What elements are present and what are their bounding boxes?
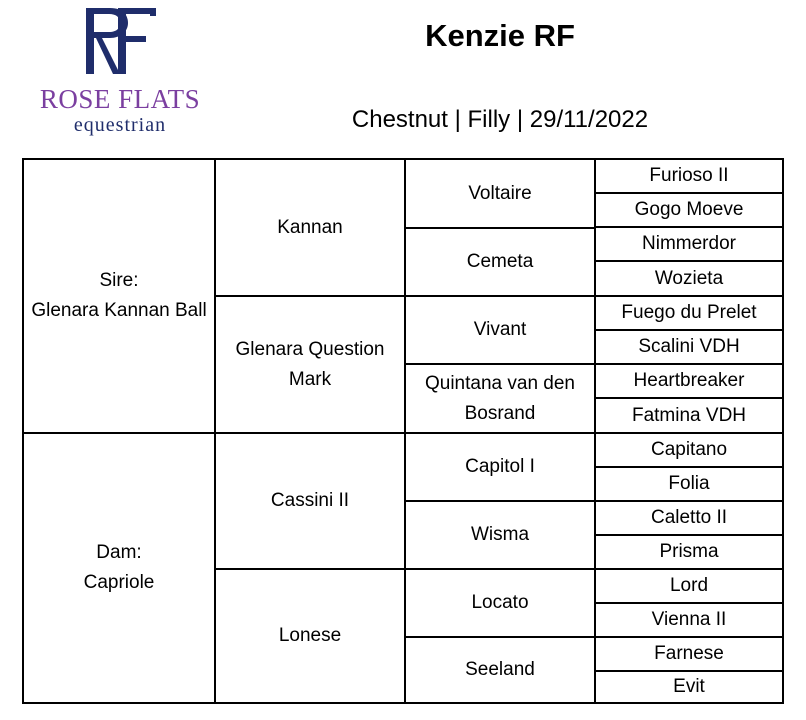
great-great-grandparent-cell: [594, 602, 784, 638]
great-great-grandparent-cell: [594, 432, 784, 468]
great-great-grandparent-cell: [594, 636, 784, 672]
grandparent-name: Glenara Question Mark: [235, 338, 385, 390]
great-great-grandparent-name: Heartbreaker: [633, 370, 745, 391]
great-grandparent-name: Wisma: [470, 524, 530, 545]
dam-name: Capriole: [83, 572, 155, 593]
great-great-grandparent-cell: [594, 329, 784, 365]
great-great-grandparent-cell: [594, 534, 784, 570]
great-great-grandparent-name: Farnese: [654, 643, 724, 664]
great-grandparent-cell: [404, 363, 596, 434]
great-great-grandparent-cell: [594, 260, 784, 297]
great-grandparent-cell: [404, 432, 596, 502]
sire-label: Sire:: [99, 270, 139, 291]
great-grandparent-cell: [404, 295, 596, 365]
great-great-grandparent-name: Vienna II: [651, 609, 727, 630]
great-grandparent-name: Seeland: [465, 659, 535, 680]
great-grandparent-cell: [404, 227, 596, 297]
brand-tagline: equestrian: [73, 114, 167, 136]
great-great-grandparent-name: Furioso II: [649, 165, 729, 186]
great-great-grandparent-name: Capitano: [650, 439, 728, 460]
great-great-grandparent-name: Caletto II: [650, 507, 728, 528]
great-great-grandparent-name: Folia: [668, 473, 710, 494]
great-grandparent-name: Locato: [471, 592, 529, 613]
dam-cell: [22, 432, 216, 704]
great-grandparent-cell: [404, 568, 596, 638]
great-grandparent-cell: [404, 500, 596, 570]
pedigree-table: [22, 158, 784, 704]
great-great-grandparent-name: Nimmerdor: [642, 233, 736, 254]
great-grandparent-name: Cemeta: [466, 251, 534, 272]
grandparent-cell: [214, 158, 406, 297]
great-great-grandparent-name: Scalini VDH: [638, 336, 740, 357]
sire-cell: [22, 158, 216, 434]
grandparent-cell: [214, 568, 406, 704]
grandparent-name: Lonese: [278, 625, 342, 646]
grandparent-cell: [214, 432, 406, 570]
great-grandparent-name: Voltaire: [468, 182, 532, 204]
great-great-grandparent-cell: [594, 500, 784, 536]
great-great-grandparent-name: Wozieta: [654, 267, 724, 289]
great-great-grandparent-cell: [594, 158, 784, 194]
grandparent-cell: [214, 295, 406, 434]
great-grandparent-name: Capitol I: [465, 456, 535, 477]
great-grandparent-cell: [404, 158, 596, 229]
great-great-grandparent-name: Fatmina VDH: [631, 404, 747, 426]
great-great-grandparent-name: Fuego du Prelet: [621, 302, 757, 323]
great-great-grandparent-cell: [594, 466, 784, 502]
sire-name: Glenara Kannan Ball: [31, 300, 207, 321]
horse-name: Kenzie RF: [425, 18, 575, 53]
great-grandparent-name: Quintana van den Bosrand: [424, 372, 575, 424]
great-great-grandparent-name: Gogo Moeve: [634, 199, 744, 220]
great-great-grandparent-cell: [594, 295, 784, 331]
great-great-grandparent-name: Lord: [669, 575, 709, 596]
great-great-grandparent-cell: [594, 363, 784, 399]
great-great-grandparent-cell: [594, 192, 784, 228]
horse-details: Chestnut | Filly | 29/11/2022: [351, 106, 649, 133]
grandparent-name: Cassini II: [270, 490, 350, 511]
dam-label: Dam:: [96, 542, 142, 563]
great-great-grandparent-cell: [594, 670, 784, 704]
brand-name: ROSE FLATS: [39, 84, 201, 114]
great-great-grandparent-name: Prisma: [659, 541, 719, 562]
rf-monogram-icon: [80, 4, 160, 80]
great-grandparent-cell: [404, 636, 596, 704]
great-great-grandparent-cell: [594, 226, 784, 262]
great-great-grandparent-name: Evit: [673, 676, 705, 697]
great-great-grandparent-cell: [594, 397, 784, 434]
grandparent-name: Kannan: [277, 216, 343, 238]
great-grandparent-name: Vivant: [473, 319, 527, 340]
rose-flats-logo: [30, 4, 210, 144]
great-great-grandparent-cell: [594, 568, 784, 604]
